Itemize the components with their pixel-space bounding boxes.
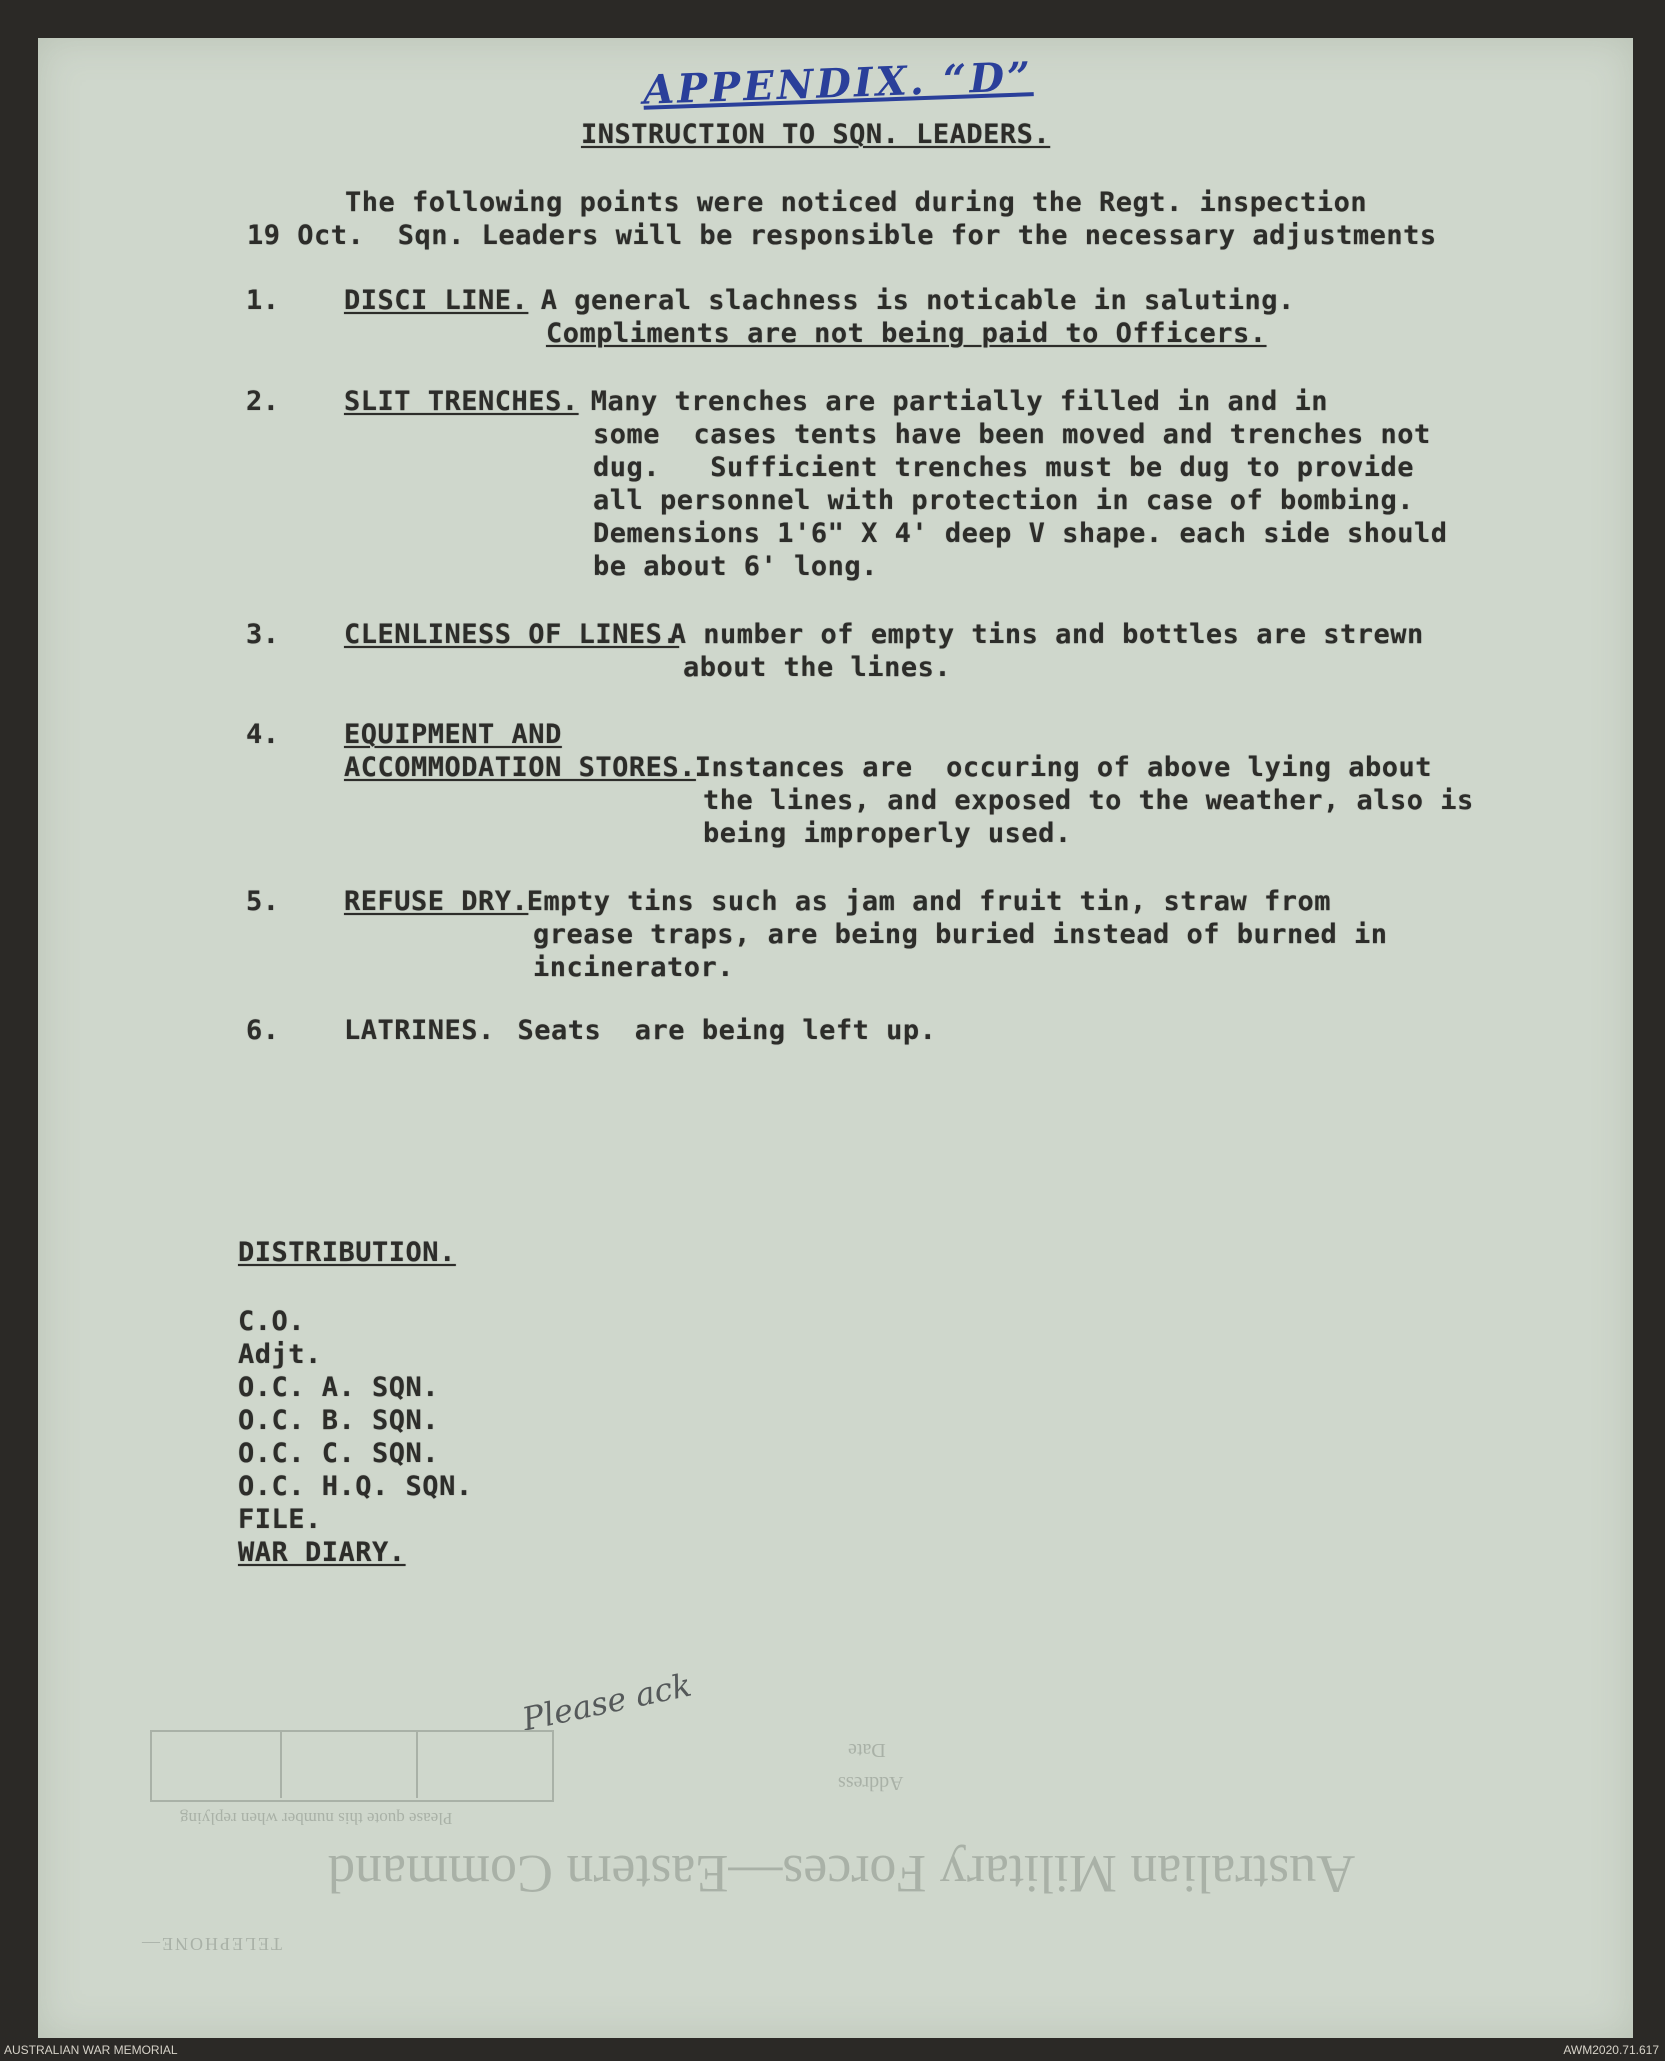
item-heading: CLENLINESS OF LINES. xyxy=(344,619,680,650)
handwritten-appendix: APPENDIX. “D” xyxy=(642,53,1034,114)
distribution-item: O.C. H.Q. SQN. xyxy=(238,1471,473,1502)
letterhead-number-box xyxy=(150,1730,554,1802)
intro-line-1: The following points were noticed during the Regt. inspection xyxy=(345,187,1368,218)
distribution-item: FILE. xyxy=(238,1504,322,1535)
item-text: Demensions 1'6" X 4' deep V shape. each side should xyxy=(593,518,1448,549)
item-text: grease traps, are being buried instead of burned in xyxy=(533,919,1388,950)
item-heading: REFUSE DRY. xyxy=(344,886,529,917)
item-text: Many trenches are partially filled in and in xyxy=(574,386,1328,417)
item-number: 3. xyxy=(246,619,280,650)
distribution-item: C.O. xyxy=(238,1306,306,1337)
item-text: Empty tins such as jam and fruit tin, straw from xyxy=(510,886,1332,917)
item-number: 6. xyxy=(246,1015,280,1046)
letterhead-telephone: TELEPHONE— xyxy=(140,1934,282,1954)
distribution-item: O.C. B. SQN. xyxy=(238,1405,440,1436)
document-page xyxy=(38,38,1633,2038)
document-title: INSTRUCTION TO SQN. LEADERS. xyxy=(581,119,1051,150)
footer-institution: AUSTRALIAN WAR MEMORIAL xyxy=(4,2043,178,2057)
letterhead-address: Address xyxy=(838,1772,904,1794)
item-heading: SLIT TRENCHES. xyxy=(344,386,579,417)
item-heading: ACCOMMODATION STORES. xyxy=(344,752,696,783)
distribution-item: O.C. C. SQN. xyxy=(238,1438,440,1469)
intro-line-2: 19 Oct. Sqn. Leaders will be responsible for the necessary adjustments xyxy=(247,220,1437,251)
item-heading: EQUIPMENT AND xyxy=(344,719,562,750)
item-text: about the lines. xyxy=(683,652,952,683)
item-text: Seats are being left up. xyxy=(484,1015,937,1046)
item-text: A general slachness is noticable in saluting. xyxy=(524,285,1295,316)
item-text: be about 6' long. xyxy=(593,551,878,582)
distribution-item: WAR DIARY. xyxy=(238,1537,406,1568)
item-heading: LATRINES. xyxy=(344,1015,495,1046)
item-text: A number of empty tins and bottles are strewn xyxy=(653,619,1424,650)
letterhead-box-divider xyxy=(416,1730,418,1798)
item-text: Compliments are not being paid to Officers. xyxy=(546,318,1267,349)
letterhead-box-divider xyxy=(280,1730,282,1798)
distribution-heading: DISTRIBUTION. xyxy=(238,1237,456,1268)
item-text: Instances are occuring of above lying about xyxy=(678,752,1432,783)
distribution-item: Adjt. xyxy=(238,1339,322,1370)
footer-accession: AWM2020.71.617 xyxy=(1563,2043,1659,2057)
letterhead-title: Australian Military Forces—Eastern Command xyxy=(328,1844,1356,1904)
item-text: dug. Sufficient trenches must be dug to provide xyxy=(593,452,1415,483)
letterhead-quote: Please quote this number when replying xyxy=(180,1809,453,1828)
item-text: the lines, and exposed to the weather, also is xyxy=(703,785,1474,816)
item-number: 2. xyxy=(246,386,280,417)
item-heading: DISCI LINE. xyxy=(344,285,529,316)
item-text: being improperly used. xyxy=(703,818,1072,849)
item-text: all personnel with protection in case of bombing. xyxy=(593,485,1415,516)
item-text: some cases tents have been moved and trenches not xyxy=(593,419,1431,450)
distribution-item: O.C. A. SQN. xyxy=(238,1372,440,1403)
item-number: 5. xyxy=(246,886,280,917)
pencil-note: Please ack xyxy=(518,1665,695,1739)
item-text: incinerator. xyxy=(533,952,735,983)
item-number: 4. xyxy=(246,719,280,750)
item-number: 1. xyxy=(246,285,280,316)
letterhead-date: Date xyxy=(848,1739,886,1761)
